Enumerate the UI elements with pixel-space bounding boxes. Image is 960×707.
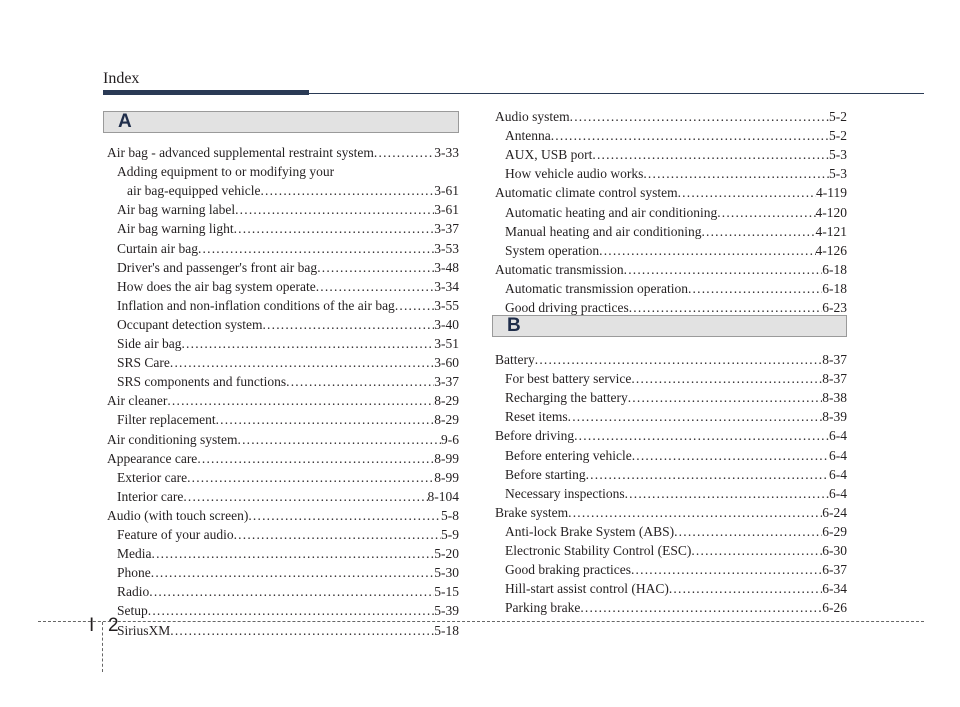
index-entry-text: How vehicle audio works: [505, 166, 644, 182]
index-entry: [107, 430, 459, 449]
index-entry-page: 6-34: [822, 581, 847, 597]
dot-leader: [148, 601, 434, 620]
index-entry: [117, 582, 459, 601]
index-entry: [505, 598, 847, 617]
index-entry: [495, 503, 847, 522]
index-entry-text: Adding equipment to or modifying your: [117, 164, 335, 180]
index-entry-text: Good braking practices: [505, 562, 631, 578]
index-entry: [505, 560, 847, 579]
index-entry: [505, 164, 847, 183]
index-entry-text: Electronic Stability Control (ESC): [505, 543, 692, 558]
index-entry: [505, 241, 847, 260]
dot-leader: [216, 410, 435, 429]
index-entry: [117, 219, 459, 238]
dot-leader: [574, 426, 829, 445]
index-entry-page: 3-55: [434, 297, 459, 313]
index-entry: [495, 426, 847, 445]
index-entry-text: Reset items: [505, 409, 568, 425]
index-entry-text: Phone: [117, 565, 151, 581]
index-entry-text: Filter replacement: [117, 412, 216, 428]
index-entry: [505, 145, 847, 164]
index-entry: [107, 391, 459, 410]
footer-divider: [102, 622, 103, 672]
index-entry-text: Feature of your audio: [117, 527, 234, 542]
index-entry-text: Brake system: [495, 504, 569, 520]
index-entry-page: 8-39: [822, 409, 847, 425]
page-number: 2: [108, 615, 119, 636]
index-entry-page: 5-2: [829, 109, 847, 124]
index-entry-page: 3-37: [434, 374, 459, 390]
index-entry-text: Anti-lock Brake System (ABS): [505, 523, 675, 539]
index-entry-page: 6-24: [822, 504, 847, 520]
dot-leader: [691, 541, 822, 560]
index-entry-text: AUX, USB port: [505, 147, 593, 163]
index-entry-page: 6-26: [822, 600, 847, 616]
index-entry-page: 5-18: [434, 622, 459, 638]
index-entry: [495, 260, 847, 279]
dot-leader: [568, 407, 823, 426]
index-entry: [505, 203, 847, 222]
index-entry-page: 3-53: [434, 240, 459, 256]
dot-leader: [395, 296, 434, 315]
index-entry-text: Side air bag: [117, 336, 182, 351]
index-entry: [505, 126, 847, 145]
index-entry-text: Setup: [117, 603, 148, 619]
index-entry-page: 6-18: [822, 280, 847, 296]
index-entry: [505, 298, 847, 317]
index-entry: [505, 388, 847, 407]
index-entry: [117, 487, 459, 506]
index-entry-page: 4-119: [816, 185, 847, 201]
index-entry-page: 8-99: [434, 469, 459, 485]
dot-leader: [628, 388, 823, 407]
dot-leader: [183, 487, 427, 506]
index-entry-text: Good driving practices: [505, 300, 629, 315]
index-entry: [117, 239, 459, 258]
dot-leader: [631, 560, 822, 579]
index-entry: [117, 277, 459, 296]
index-entry-text: Air bag - advanced supplemental restraint system: [107, 145, 374, 160]
index-entry-page: 6-4: [829, 447, 847, 463]
index-entry-page: 3-34: [434, 278, 459, 294]
index-entry-text: Driver's and passenger's front air bag: [117, 259, 318, 275]
dot-leader: [260, 181, 434, 200]
index-entry-text: SRS Care: [117, 355, 170, 371]
index-entry: [117, 563, 459, 582]
index-entry-text: Appearance care: [107, 450, 198, 466]
dot-leader: [149, 582, 434, 601]
index-entry: [117, 621, 459, 640]
index-entry-page: 8-37: [822, 371, 847, 387]
dot-leader: [151, 563, 435, 582]
dot-leader: [170, 353, 434, 372]
dot-leader: [669, 579, 822, 598]
header-rule-thick: [103, 90, 309, 95]
index-entry-text: Before entering vehicle: [505, 447, 632, 463]
dot-leader: [551, 126, 829, 145]
index-entry-text: Media: [117, 546, 152, 562]
index-entry-text: Automatic transmission operation: [505, 280, 688, 296]
index-entry-page: 5-3: [829, 147, 847, 163]
index-entry: [117, 258, 459, 277]
index-entry-text: How does the air bag system operate: [117, 278, 316, 294]
index-entry: [505, 369, 847, 388]
index-entry: [107, 449, 459, 468]
dot-leader: [592, 145, 829, 164]
index-entry-page: 5-39: [434, 603, 459, 619]
dot-leader: [674, 522, 822, 541]
index-entry: [117, 334, 459, 353]
index-entry-page: 4-126: [815, 242, 847, 258]
dot-leader: [187, 468, 434, 487]
dot-leader: [580, 598, 822, 617]
dot-leader: [286, 372, 434, 391]
index-entry-page: 6-37: [822, 562, 847, 578]
index-entry: [117, 372, 459, 391]
section-letter-a: A: [118, 111, 132, 132]
index-entry: [117, 296, 459, 315]
index-entry-text: For best battery service: [505, 371, 632, 387]
dot-leader: [717, 203, 815, 222]
dot-leader: [624, 260, 823, 279]
index-entry-text: System operation: [505, 242, 600, 258]
index-entry: [505, 279, 847, 298]
index-entry-page: 5-30: [434, 565, 459, 581]
index-entry-page: 8-29: [434, 393, 459, 409]
index-entry-page: 3-48: [434, 259, 459, 275]
index-entry-text: Exterior care: [117, 469, 188, 485]
index-entry-page: 8-37: [822, 352, 847, 367]
index-entry-text: Radio: [117, 584, 150, 600]
index-entry: [117, 601, 459, 620]
index-entry-page: 5-15: [434, 584, 459, 600]
dot-leader: [181, 334, 434, 353]
index-entry-page: 5-8: [441, 507, 459, 523]
index-entry-page: 5-2: [829, 128, 847, 144]
index-entry-page: 5-20: [434, 546, 459, 562]
index-entry-text: Interior care: [117, 488, 184, 504]
dot-leader: [248, 506, 441, 525]
section-header-b: [492, 315, 847, 337]
dot-leader: [262, 315, 434, 334]
index-entry-text: SRS components and functions: [117, 374, 287, 390]
index-entry-text: Audio system: [495, 109, 570, 124]
dot-leader: [586, 465, 829, 484]
index-entry-text: Manual heating and air conditioning: [505, 223, 702, 239]
index-entry-text: Air conditioning system: [107, 431, 238, 447]
section-letter-b: B: [507, 315, 521, 336]
index-entry-text: Curtain air bag: [117, 240, 198, 256]
index-entry: [505, 465, 847, 484]
dot-leader: [235, 200, 434, 219]
dot-leader: [643, 164, 829, 183]
index-entry-page: 6-4: [829, 428, 847, 444]
index-entry-page: 3-61: [434, 183, 459, 199]
index-entry-page: 9-6: [441, 431, 459, 447]
index-entry: [117, 315, 459, 334]
index-entry-text: Battery: [495, 352, 535, 367]
index-entry-text: Antenna: [505, 128, 551, 144]
index-entry: [505, 407, 847, 426]
footer-section-letter: I: [89, 615, 95, 636]
header-rule-thin: [309, 93, 924, 94]
index-entry-text: Audio (with touch screen): [107, 507, 249, 523]
dot-leader: [632, 446, 829, 465]
dot-leader: [568, 503, 822, 522]
dot-leader: [170, 621, 434, 640]
index-entry: [505, 446, 847, 465]
footer-rule: [38, 621, 924, 622]
index-entry: [495, 350, 847, 369]
dot-leader: [234, 219, 435, 238]
index-entry-page: 3-37: [434, 221, 459, 237]
index-entry: [505, 522, 847, 541]
dot-leader: [238, 430, 442, 449]
index-entry-page: 8-99: [434, 450, 459, 466]
index-entry: [107, 506, 459, 525]
index-entry: [107, 143, 459, 162]
index-entry: [505, 579, 847, 598]
index-entry-text: Automatic heating and air conditioning: [505, 204, 718, 220]
dot-leader: [167, 391, 434, 410]
dot-leader: [152, 544, 435, 563]
index-entry: [117, 468, 459, 487]
dot-leader: [198, 239, 434, 258]
index-entry-text: Air bag warning light: [117, 221, 234, 237]
index-entry-text: Necessary inspections: [505, 485, 625, 501]
index-entry-page: 5-9: [441, 527, 459, 542]
index-entry-text: Recharging the battery: [505, 390, 628, 406]
index-entry-page: 3-60: [434, 355, 459, 371]
index-entry-text: Parking brake: [505, 600, 581, 616]
index-entry-page: 3-61: [434, 202, 459, 218]
index-entry-page: 8-29: [434, 412, 459, 428]
index-entry: [505, 484, 847, 503]
index-entry-page: 6-29: [822, 523, 847, 539]
index-entry-text: Automatic transmission: [495, 261, 624, 277]
index-entry-page: 6-4: [829, 466, 847, 482]
page-title: Index: [103, 70, 140, 87]
index-entry-text: Hill-start assist control (HAC): [505, 581, 669, 597]
index-entry: [495, 107, 847, 126]
dot-leader: [629, 298, 823, 317]
dot-leader: [631, 369, 822, 388]
dot-leader: [625, 484, 829, 503]
index-entry-page: 3-40: [434, 316, 459, 332]
dot-leader: [234, 525, 441, 544]
dot-leader: [688, 279, 822, 298]
index-entry-text: Inflation and non-inflation conditions of the air bag: [117, 297, 395, 313]
index-entry-page: 6-4: [829, 485, 847, 501]
index-entry-text: Before starting: [505, 466, 586, 482]
section-header-a: [103, 111, 459, 133]
index-entry: [117, 162, 459, 181]
index-entry-text: SiriusXM: [117, 622, 171, 638]
index-entry-text: Occupant detection system: [117, 316, 263, 332]
dot-leader: [535, 350, 823, 369]
dot-leader: [316, 277, 435, 296]
index-entry: [495, 183, 847, 202]
index-entry-page: 6-18: [822, 261, 847, 277]
index-entry-text: Air bag warning label: [117, 202, 236, 218]
index-entry: [117, 525, 459, 544]
index-entry-text: Automatic climate control system: [495, 185, 678, 201]
index-entry-page: 4-120: [815, 204, 847, 220]
index-entry-page: 6-30: [822, 543, 847, 558]
index-entry: [117, 353, 459, 372]
dot-leader: [570, 107, 829, 126]
index-entry-page: 4-121: [815, 223, 847, 239]
index-entry: [117, 544, 459, 563]
dot-leader: [701, 222, 815, 241]
index-entry-page: 6-23: [822, 300, 847, 315]
index-entry: [127, 181, 459, 200]
dot-leader: [197, 449, 434, 468]
index-entry-text: air bag-equipped vehicle: [127, 183, 261, 199]
index-entry-page: 3-51: [434, 336, 459, 351]
index-entry-page: 5-3: [829, 166, 847, 182]
dot-leader: [374, 143, 434, 162]
index-entry-page: 8-38: [822, 390, 847, 406]
index-entry: [505, 541, 847, 560]
index-entry-page: 8-104: [427, 488, 459, 504]
index-entry-page: 3-33: [434, 145, 459, 160]
index-entry-text: Air cleaner: [107, 393, 168, 409]
dot-leader: [678, 183, 816, 202]
index-entry: [117, 410, 459, 429]
index-entry: [505, 222, 847, 241]
dot-leader: [317, 258, 434, 277]
index-entry: [117, 200, 459, 219]
index-entry-text: Before driving: [495, 428, 575, 444]
dot-leader: [599, 241, 815, 260]
